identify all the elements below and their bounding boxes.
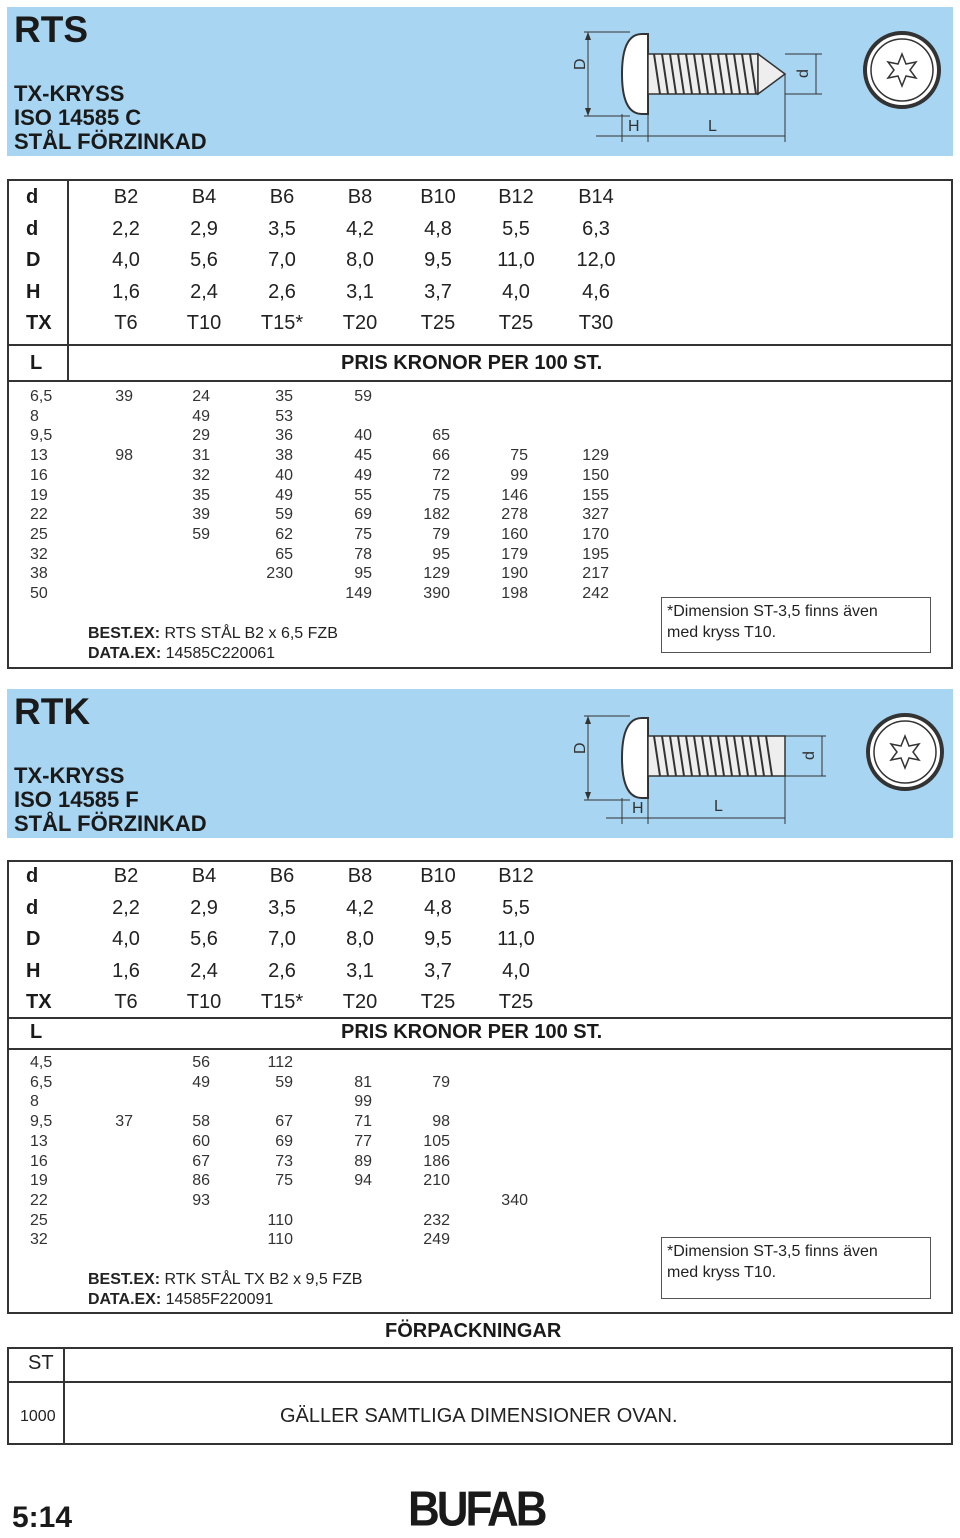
rts-length-cell: 6,5 bbox=[30, 388, 53, 405]
rts-price-cell: 75 bbox=[510, 447, 528, 465]
rts-spec-cell: 2,9 bbox=[190, 217, 218, 240]
rts-price-cell: 160 bbox=[501, 525, 528, 543]
rts-spec-cell: 5,5 bbox=[502, 217, 530, 240]
rtk-order-example-label: BEST.EX: bbox=[88, 1271, 161, 1288]
rtk-length-cell: 8 bbox=[30, 1093, 39, 1111]
rts-subtitle-2: ISO 14585 C bbox=[14, 105, 142, 130]
packaging-text: GÄLLER SAMTLIGA DIMENSIONER OVAN. bbox=[280, 1405, 678, 1427]
bufab-logo: BUFAB bbox=[408, 1482, 545, 1537]
rtk-row-label: d bbox=[26, 865, 39, 887]
rts-spec-cell: 4,0 bbox=[112, 249, 140, 271]
rtk-spec-cell: 3,7 bbox=[424, 959, 452, 982]
rtk-price-cell: 81 bbox=[354, 1073, 372, 1091]
rts-spec-cell: 2,4 bbox=[190, 280, 218, 303]
rtk-spec-cell: B6 bbox=[269, 865, 295, 887]
rtk-spec-cell: T25 bbox=[420, 991, 456, 1013]
rts-price-cell: 170 bbox=[582, 525, 609, 543]
rts-order-example-value: RTS STÅL B2 x 6,5 FZB bbox=[164, 625, 338, 642]
rts-price-cell: 149 bbox=[345, 585, 372, 602]
rtk-spec-cell: 2,9 bbox=[190, 896, 218, 919]
rts-price-cell: 98 bbox=[115, 447, 133, 465]
rts-spec-cell: 3,7 bbox=[424, 280, 452, 303]
rts-spec-cell: T30 bbox=[578, 312, 614, 334]
rtk-length-cell: 22 bbox=[30, 1191, 48, 1209]
rts-spec-cell: B10 bbox=[420, 186, 456, 208]
rts-length-cell: 19 bbox=[30, 486, 48, 504]
rtk-spec-cell: 4,0 bbox=[502, 959, 530, 982]
rts-price-cell: 66 bbox=[432, 447, 450, 465]
rtk-divider-1 bbox=[7, 1017, 953, 1019]
rtk-price-cell: 340 bbox=[501, 1191, 528, 1209]
rts-spec-cell: 2,6 bbox=[268, 280, 296, 303]
rts-price-cell: 39 bbox=[115, 388, 133, 405]
packaging-divider bbox=[7, 1381, 953, 1383]
rts-spec-cell: 8,0 bbox=[346, 249, 374, 271]
rtk-price-cell: 73 bbox=[275, 1152, 293, 1170]
packaging-frame bbox=[7, 1347, 953, 1445]
rtk-price-cell: 69 bbox=[275, 1132, 293, 1150]
rtk-price-cell: 110 bbox=[267, 1231, 293, 1249]
packaging-col-divider bbox=[63, 1347, 65, 1445]
rts-spec-cell: T25 bbox=[498, 312, 534, 334]
rtk-price-cell: 99 bbox=[354, 1093, 372, 1111]
packaging-st-label: ST bbox=[28, 1352, 54, 1374]
rts-price-cell: 49 bbox=[275, 486, 293, 504]
rts-subtitle-1: TX-KRYSS bbox=[14, 81, 125, 106]
rtk-order-example bbox=[88, 1270, 362, 1310]
rts-length-cell: 8 bbox=[30, 407, 39, 425]
rts-spec-cell: B8 bbox=[347, 186, 373, 208]
rtk-spec-cell: B4 bbox=[191, 865, 217, 887]
rts-spec-cell: 4,6 bbox=[582, 280, 610, 303]
rts-spec-cell: 4,0 bbox=[502, 280, 530, 303]
rts-price-cell: 49 bbox=[192, 407, 210, 425]
rtk-dim-H: H bbox=[632, 800, 644, 817]
rtk-price-cell: 232 bbox=[423, 1211, 450, 1229]
rts-price-cell: 150 bbox=[582, 466, 609, 484]
rtk-data-example-value: 14585F220091 bbox=[165, 1291, 274, 1308]
rtk-length-cell: 19 bbox=[30, 1172, 48, 1190]
rtk-spec-cell: T10 bbox=[186, 991, 222, 1013]
rtk-price-cell: 59 bbox=[275, 1073, 293, 1091]
rts-spec-cell: 1,6 bbox=[112, 280, 140, 303]
rtk-spec-cell: B12 bbox=[498, 865, 534, 887]
rts-price-cell: 24 bbox=[192, 388, 210, 405]
rtk-price-cell: 98 bbox=[432, 1113, 450, 1131]
rts-price-cell: 29 bbox=[192, 427, 210, 445]
rtk-spec-cell: B2 bbox=[113, 865, 139, 887]
rtk-price-cell: 249 bbox=[423, 1231, 450, 1249]
rts-spec-cell: 4,2 bbox=[346, 217, 374, 240]
rtk-length-cell: 16 bbox=[30, 1152, 48, 1170]
rts-product-code: RTS bbox=[14, 9, 88, 50]
rts-spec-cell: 6,3 bbox=[582, 217, 610, 240]
rts-price-cell: 129 bbox=[582, 447, 609, 465]
rtk-row-label: TX bbox=[26, 991, 52, 1013]
rtk-price-cell: 77 bbox=[354, 1132, 372, 1150]
rts-price-cell: 198 bbox=[501, 585, 528, 602]
rtk-price-cell: 186 bbox=[423, 1152, 450, 1170]
rtk-spec-cell: 2,6 bbox=[268, 959, 296, 982]
rtk-length-cell: 6,5 bbox=[30, 1073, 53, 1091]
rtk-spec-cell: 2,4 bbox=[190, 959, 218, 982]
rts-price-cell: 55 bbox=[354, 486, 372, 504]
rtk-row-label: D bbox=[26, 928, 41, 950]
rts-spec-cell: 7,0 bbox=[268, 249, 296, 271]
rts-divider-2 bbox=[7, 380, 953, 382]
rts-spec-cell: 12,0 bbox=[576, 249, 616, 271]
rtk-length-cell: 25 bbox=[30, 1211, 48, 1229]
rtk-subtitle-3: STÅL FÖRZINKAD bbox=[14, 811, 207, 836]
rts-dimension-note bbox=[661, 597, 931, 653]
rtk-spec-cell: T6 bbox=[114, 991, 138, 1013]
rtk-spec-cell: 4,2 bbox=[346, 896, 374, 919]
rtk-screw-drawing bbox=[560, 698, 950, 828]
rts-spec-cell: 9,5 bbox=[424, 249, 452, 271]
rtk-price-cell: 60 bbox=[192, 1132, 210, 1150]
rtk-dim-d: d bbox=[801, 751, 818, 760]
rts-divider-1 bbox=[7, 344, 953, 346]
rts-row-label: d bbox=[26, 217, 39, 240]
rtk-length-cell: 4,5 bbox=[30, 1054, 53, 1071]
rts-price-cell: 327 bbox=[582, 506, 609, 524]
rts-spec-cell: 4,8 bbox=[424, 217, 452, 240]
rtk-dim-L: L bbox=[714, 798, 723, 815]
rts-order-example-label: BEST.EX: bbox=[88, 625, 161, 642]
rts-price-cell: 36 bbox=[275, 427, 293, 445]
rts-price-header: PRIS KRONOR PER 100 ST. bbox=[341, 352, 603, 374]
rtk-spec-cell: 7,0 bbox=[268, 928, 296, 950]
rts-spec-cell: T10 bbox=[186, 312, 222, 334]
rtk-price-cell: 56 bbox=[192, 1054, 210, 1071]
rts-length-cell: 38 bbox=[30, 565, 48, 583]
rts-price-cell: 39 bbox=[192, 506, 210, 524]
rtk-product-code: RTK bbox=[14, 691, 91, 732]
rts-screw-drawing bbox=[560, 14, 950, 144]
rts-price-cell: 49 bbox=[354, 466, 372, 484]
rtk-divider-2 bbox=[7, 1048, 953, 1050]
rtk-price-cell: 58 bbox=[192, 1113, 210, 1131]
rtk-dim-D: D bbox=[572, 742, 589, 754]
rts-row-label: H bbox=[26, 280, 41, 303]
rtk-spec-cell: 3,5 bbox=[268, 896, 296, 919]
rtk-row-label: H bbox=[26, 959, 41, 982]
rtk-spec-cell: 4,0 bbox=[112, 928, 140, 950]
rtk-dimension-note bbox=[661, 1237, 931, 1299]
rtk-spec-cell: 9,5 bbox=[424, 928, 452, 950]
rtk-data-example-label: DATA.EX: bbox=[88, 1291, 162, 1308]
rts-price-cell: 230 bbox=[266, 565, 293, 583]
rts-price-cell: 99 bbox=[510, 466, 528, 484]
rts-price-cell: 79 bbox=[432, 525, 450, 543]
rts-note-line-1: *Dimension ST-3,5 finns även bbox=[667, 603, 878, 620]
rtk-price-cell: 67 bbox=[275, 1113, 293, 1131]
rts-price-cell: 95 bbox=[354, 565, 372, 583]
rts-spec-cell: 5,6 bbox=[190, 249, 218, 271]
rtk-price-cell: 75 bbox=[275, 1172, 293, 1190]
rtk-spec-cell: B8 bbox=[347, 865, 373, 887]
rts-price-cell: 217 bbox=[582, 565, 609, 583]
packaging-header: FÖRPACKNINGAR bbox=[385, 1320, 562, 1342]
rtk-spec-cell: 11,0 bbox=[497, 928, 535, 950]
rts-row-label: d bbox=[26, 186, 39, 208]
rts-price-cell: 182 bbox=[423, 506, 450, 524]
rts-length-cell: 16 bbox=[30, 466, 48, 484]
rts-spec-cell: 2,2 bbox=[112, 217, 140, 240]
rts-dim-H: H bbox=[628, 118, 640, 135]
rtk-spec-cell: 4,8 bbox=[424, 896, 452, 919]
rts-price-cell: 69 bbox=[354, 506, 372, 524]
rts-price-cell: 32 bbox=[192, 466, 210, 484]
rts-spec-cell: 11,0 bbox=[497, 249, 535, 271]
rtk-price-header: PRIS KRONOR PER 100 ST. bbox=[341, 1021, 603, 1043]
rts-length-label: L bbox=[30, 352, 43, 374]
rts-length-cell: 32 bbox=[30, 545, 48, 563]
rtk-price-cell: 94 bbox=[354, 1172, 372, 1190]
rtk-spec-cell: B10 bbox=[420, 865, 456, 887]
rts-row-label: D bbox=[26, 249, 41, 271]
rts-dim-L: L bbox=[708, 118, 717, 135]
rtk-price-cell: 37 bbox=[115, 1113, 133, 1131]
rts-row-label: TX bbox=[26, 312, 52, 334]
rtk-price-cell: 93 bbox=[192, 1191, 210, 1209]
rtk-price-cell: 112 bbox=[267, 1054, 293, 1071]
rts-price-cell: 75 bbox=[432, 486, 450, 504]
rts-spec-cell: B12 bbox=[498, 186, 534, 208]
rtk-price-cell: 49 bbox=[192, 1073, 210, 1091]
rtk-length-cell: 9,5 bbox=[30, 1113, 53, 1131]
rtk-note-line-1: *Dimension ST-3,5 finns även bbox=[667, 1243, 878, 1260]
rtk-price-cell: 110 bbox=[267, 1211, 293, 1229]
rtk-price-cell: 86 bbox=[192, 1172, 210, 1190]
rts-price-cell: 179 bbox=[501, 545, 528, 563]
rts-price-cell: 59 bbox=[192, 525, 210, 543]
rts-data-example-label: DATA.EX: bbox=[88, 645, 162, 662]
rtk-subtitle-2: ISO 14585 F bbox=[14, 787, 139, 812]
rts-spec-cell: B6 bbox=[269, 186, 295, 208]
rts-length-cell: 22 bbox=[30, 506, 48, 524]
rts-price-cell: 146 bbox=[501, 486, 528, 504]
rts-price-cell: 40 bbox=[354, 427, 372, 445]
page-number: 5:14 bbox=[12, 1501, 73, 1534]
rts-spec-cell: B14 bbox=[578, 186, 614, 208]
rts-spec-cell: B4 bbox=[191, 186, 217, 208]
rtk-price-cell: 79 bbox=[432, 1073, 450, 1091]
packaging-quantity: 1000 bbox=[20, 1408, 56, 1425]
rts-data-example-value: 14585C220061 bbox=[165, 645, 276, 662]
rts-price-cell: 38 bbox=[275, 447, 293, 465]
rts-dim-d: d bbox=[795, 69, 812, 78]
rtk-spec-cell: 8,0 bbox=[346, 928, 374, 950]
rtk-spec-cell: 5,6 bbox=[190, 928, 218, 950]
rts-price-cell: 78 bbox=[354, 545, 372, 563]
rts-subtitle-3: STÅL FÖRZINKAD bbox=[14, 129, 207, 154]
rts-price-cell: 390 bbox=[423, 585, 450, 602]
rts-price-cell: 53 bbox=[275, 407, 293, 425]
rts-price-cell: 40 bbox=[275, 466, 293, 484]
rts-price-cell: 195 bbox=[582, 545, 609, 563]
rts-price-cell: 45 bbox=[354, 447, 372, 465]
rtk-price-cell: 71 bbox=[354, 1113, 372, 1131]
rts-price-cell: 65 bbox=[432, 427, 450, 445]
rtk-price-cell: 89 bbox=[354, 1152, 372, 1170]
rts-note-line-2: med kryss T10. bbox=[667, 624, 777, 641]
rtk-length-cell: 13 bbox=[30, 1132, 48, 1150]
rts-spec-cell: T25 bbox=[420, 312, 456, 334]
rts-price-cell: 62 bbox=[275, 525, 293, 543]
rts-spec-cell: T20 bbox=[342, 312, 378, 334]
rts-length-cell: 9,5 bbox=[30, 427, 53, 445]
rts-spec-cell: 3,1 bbox=[346, 280, 374, 303]
rts-price-cell: 59 bbox=[354, 388, 372, 405]
rts-length-cell: 25 bbox=[30, 525, 48, 543]
rts-spec-cell: T15* bbox=[260, 312, 304, 334]
rts-price-cell: 190 bbox=[501, 565, 528, 583]
rtk-spec-cell: T15* bbox=[260, 991, 304, 1013]
rtk-spec-cell: T20 bbox=[342, 991, 378, 1013]
rts-col-divider bbox=[67, 179, 69, 382]
rts-price-cell: 155 bbox=[582, 486, 609, 504]
rts-order-example bbox=[88, 624, 338, 664]
rts-price-cell: 95 bbox=[432, 545, 450, 563]
rts-dim-D: D bbox=[572, 58, 589, 70]
rtk-subtitle-1: TX-KRYSS bbox=[14, 763, 125, 788]
rtk-spec-cell: 1,6 bbox=[112, 959, 140, 982]
rtk-note-line-2: med kryss T10. bbox=[667, 1264, 777, 1281]
rts-price-cell: 129 bbox=[423, 565, 450, 583]
rts-price-cell: 35 bbox=[192, 486, 210, 504]
rts-price-cell: 65 bbox=[275, 545, 293, 563]
rts-spec-cell: B2 bbox=[113, 186, 139, 208]
rtk-spec-cell: 3,1 bbox=[346, 959, 374, 982]
rts-length-cell: 50 bbox=[30, 585, 48, 602]
rts-price-cell: 75 bbox=[354, 525, 372, 543]
rtk-spec-cell: T25 bbox=[498, 991, 534, 1013]
rts-spec-cell: 3,5 bbox=[268, 217, 296, 240]
rts-price-cell: 31 bbox=[192, 447, 210, 465]
rtk-price-cell: 105 bbox=[423, 1132, 450, 1150]
rtk-length-cell: 32 bbox=[30, 1231, 48, 1249]
rts-price-cell: 35 bbox=[275, 388, 293, 405]
rts-price-cell: 72 bbox=[432, 466, 450, 484]
rtk-spec-cell: 2,2 bbox=[112, 896, 140, 919]
rtk-price-cell: 67 bbox=[192, 1152, 210, 1170]
rts-price-cell: 278 bbox=[501, 506, 528, 524]
rts-length-cell: 13 bbox=[30, 447, 48, 465]
rts-price-cell: 59 bbox=[275, 506, 293, 524]
rts-spec-cell: T6 bbox=[114, 312, 138, 334]
rtk-spec-cell: 5,5 bbox=[502, 896, 530, 919]
rtk-length-label: L bbox=[30, 1021, 43, 1043]
rts-price-cell: 242 bbox=[582, 585, 609, 602]
rtk-row-label: d bbox=[26, 896, 39, 919]
rtk-price-cell: 210 bbox=[423, 1172, 450, 1190]
rtk-order-example-value: RTK STÅL TX B2 x 9,5 FZB bbox=[164, 1271, 363, 1288]
